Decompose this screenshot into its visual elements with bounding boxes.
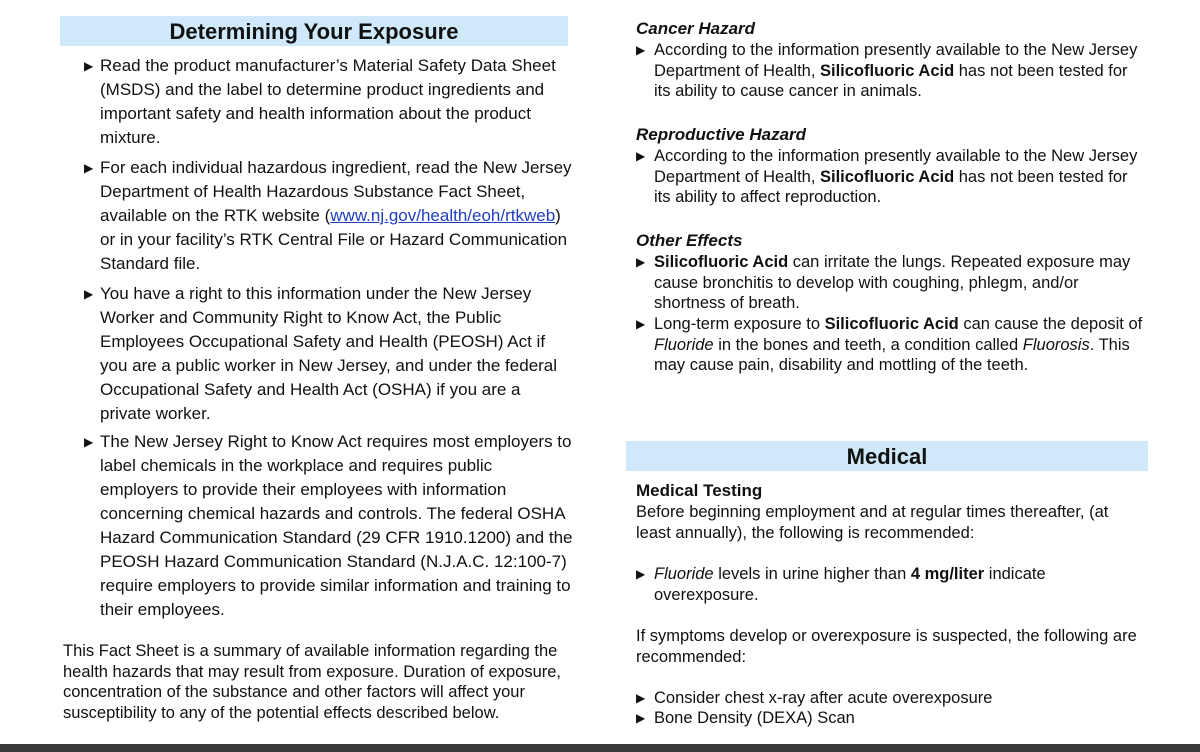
bullet-icon: ▶ xyxy=(84,161,94,175)
bullet-icon: ▶ xyxy=(636,149,646,163)
symptoms-paragraph: If symptoms develop or overexposure is suspected, the following are recommended: xyxy=(636,627,1137,666)
bullet-icon: ▶ xyxy=(636,711,646,725)
summary-paragraph: This Fact Sheet is a summary of available information regarding the health hazards that may result from exposure. Duration of exposure, concentration of the substance and other factors will affect your susceptibility to any of the potential effects described below. xyxy=(63,642,562,722)
medical-testing-intro: Before beginning employment and at regular times thereafter, (at least annually), the following is recommended: xyxy=(636,503,1109,542)
bullet-text: The New Jersey Right to Know Act requires most employers to label chemicals in the workplace and requires public employers to provide their employees with information concerning chemical hazards and controls. The federal OSHA Hazard Communication Standard (29 CFR 1910.1200) and the PEOSH Hazard Communication Standard (N.J.A.C. 12:100-7) require employers to provide similar information and training to their employees. xyxy=(100,432,573,619)
reproductive-hazard-title: Reproductive Hazard xyxy=(636,125,807,144)
window-bottom-bar xyxy=(0,744,1200,752)
section-heading-exposure: Determining Your Exposure xyxy=(60,16,568,46)
bullet-text: You have a right to this information under the New Jersey Worker and Community Right to Know Act, the Public Employees Occupational Safety and Health (PEOSH) Act if you are a public worker in New Jersey, and under the federal Occupational Safety and Health Act (OSHA) if you are a private worker. xyxy=(100,284,558,423)
bullet-icon: ▶ xyxy=(84,59,94,73)
bullet-text: Read the product manufacturer’s Material Safety Data Sheet (MSDS) and the label to determine product ingredients and important safety and health information about the product mixture. xyxy=(100,56,556,147)
bullet-text: Fluoride levels in urine higher than 4 mg/liter indicate overexposure. xyxy=(654,565,1046,604)
bullet-text: Bone Density (DEXA) Scan xyxy=(654,709,855,727)
other-effects-title: Other Effects xyxy=(636,231,743,250)
bullet-text: Consider chest x-ray after acute overexposure xyxy=(654,689,993,707)
cancer-hazard-title: Cancer Hazard xyxy=(636,19,756,38)
section-heading-medical: Medical xyxy=(626,441,1148,471)
bullet-icon: ▶ xyxy=(636,567,646,581)
bullet-text: Silicofluoric Acid can irritate the lungs. Repeated exposure may cause bronchitis to develop with coughing, phlegm, and/or shortness of breath. xyxy=(654,253,1131,312)
bullet-icon: ▶ xyxy=(636,691,646,705)
bullet-text: According to the information presently available to the New Jersey Department of Health, Silicofluoric Acid has not been tested for its ability to cause cancer in animals. xyxy=(654,41,1138,100)
bullet-text: According to the information presently available to the New Jersey Department of Health, Silicofluoric Acid has not been tested for its ability to affect reproduction. xyxy=(654,147,1138,206)
bullet-text: For each individual hazardous ingredient, read the New Jersey Department of Health Hazardous Substance Fact Sheet, available on the RTK website (www.nj.gov/health/eoh/rtkweb) or in your facility’s RTK Central File or Hazard Communication Standard file. xyxy=(100,158,572,273)
bullet-icon: ▶ xyxy=(636,317,646,331)
bullet-icon: ▶ xyxy=(636,43,646,57)
rtk-website-link[interactable]: www.nj.gov/health/eoh/rtkweb xyxy=(330,206,556,225)
bullet-icon: ▶ xyxy=(636,255,646,269)
bullet-text: Long-term exposure to Silicofluoric Acid can cause the deposit of Fluoride in the bones and teeth, a condition called Fluorosis. This may cause pain, disability and mottling of the teeth. xyxy=(654,315,1143,374)
bullet-icon: ▶ xyxy=(84,435,94,449)
medical-testing-title: Medical Testing xyxy=(636,481,763,500)
bullet-icon: ▶ xyxy=(84,287,94,301)
